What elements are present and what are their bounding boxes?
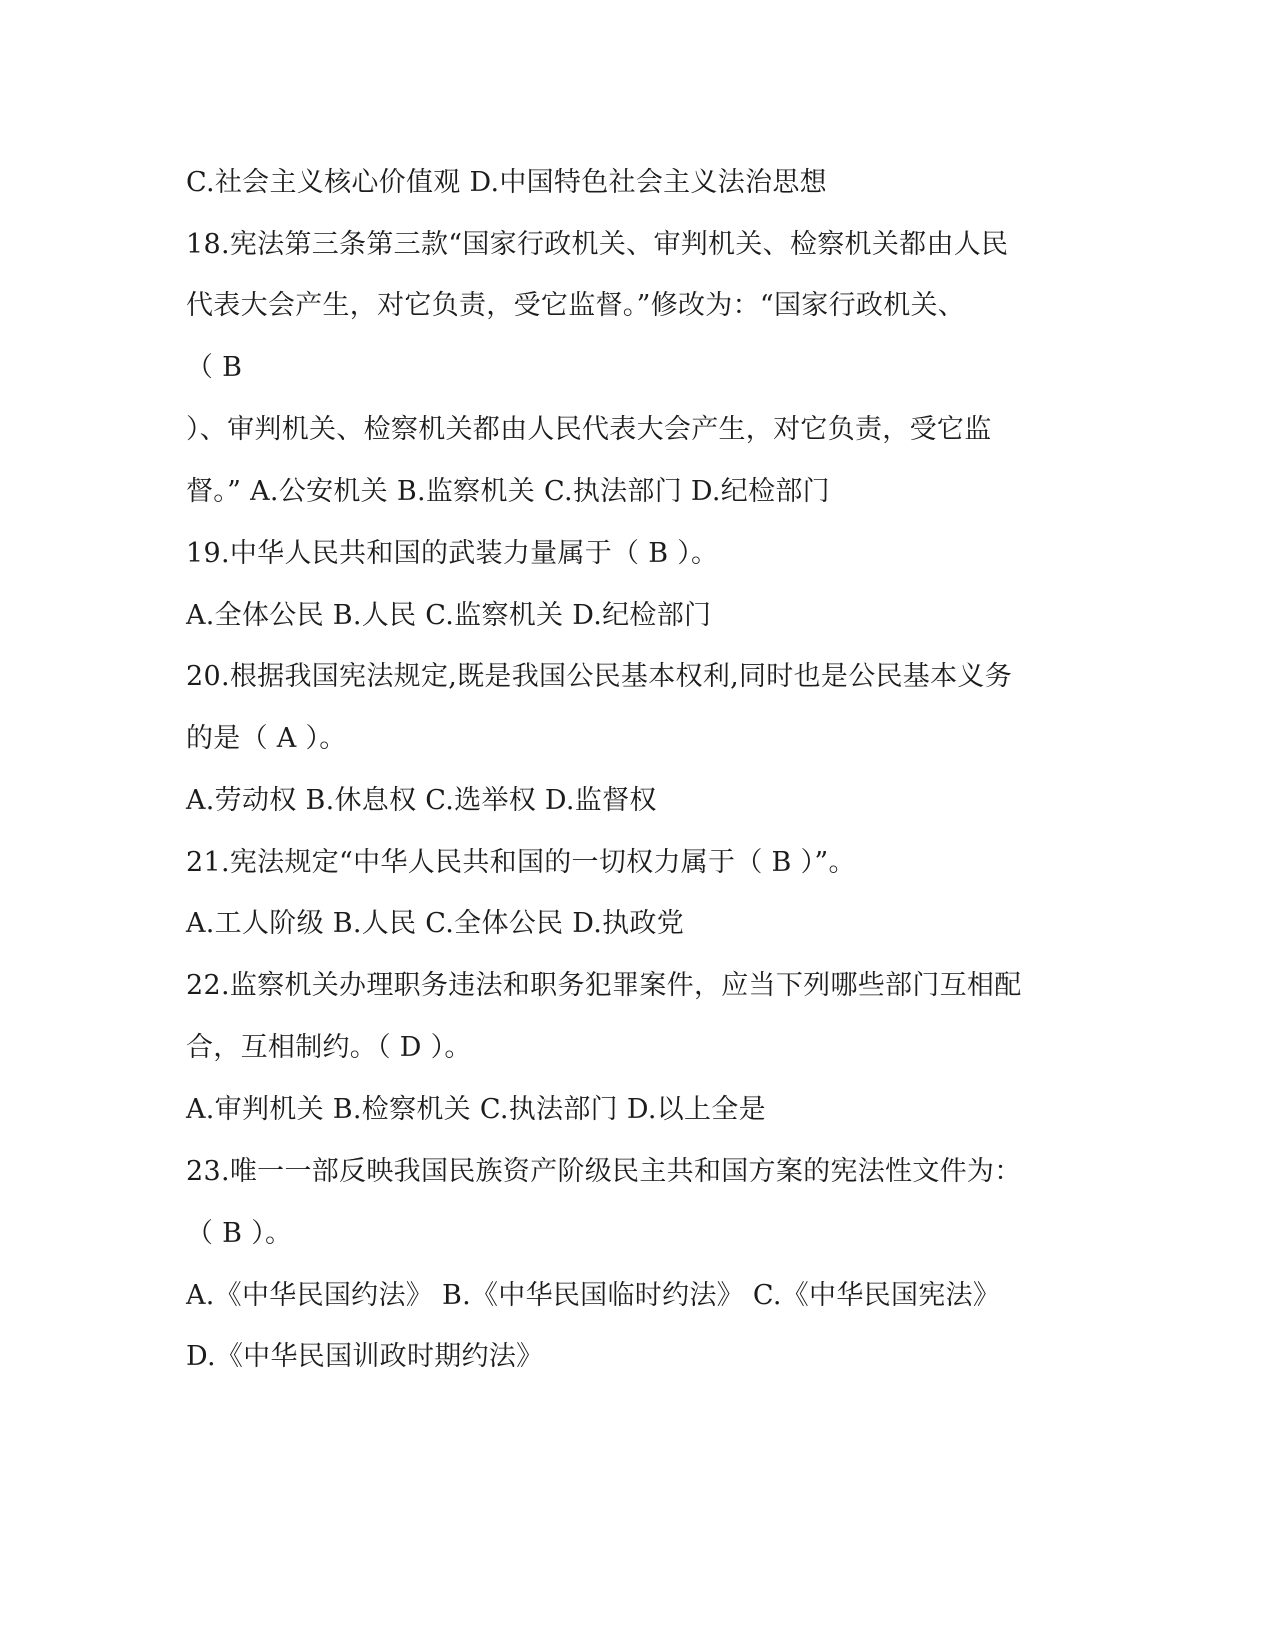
text-line: 21.宪法规定“中华人民共和国的一切权力属于（ B ）”。: [186, 847, 856, 878]
text-line: （ B ）。: [186, 1218, 293, 1249]
text-line: A.全体公民 B.人民 C.监察机关 D.纪检部门: [186, 600, 712, 631]
text-line: 18.宪法第三条第三款“国家行政机关、审判机关、检察机关都由人民: [186, 229, 1009, 260]
text-line: 的是（ A ）。: [186, 723, 347, 754]
text-line: 22.监察机关办理职务违法和职务犯罪案件，应当下列哪些部门互相配: [186, 970, 1022, 1001]
text-line: A.《中华民国约法》 B.《中华民国临时约法》 C.《中华民国宪法》: [186, 1280, 1001, 1311]
text-line: 合，互相制约。（ D ）。: [186, 1032, 472, 1063]
text-line: A.审判机关 B.检察机关 C.执法部门 D.以上全是: [186, 1094, 766, 1125]
text-line: 20.根据我国宪法规定,既是我国公民基本权利,同时也是公民基本义务: [186, 661, 1013, 692]
text-line: A.劳动权 B.休息权 C.选举权 D.监督权: [186, 785, 657, 816]
text-line: 督。” A.公安机关 B.监察机关 C.执法部门 D.纪检部门: [186, 476, 830, 507]
text-line: ）、审判机关、检察机关都由人民代表大会产生，对它负责，受它监: [186, 414, 992, 445]
text-line: C.社会主义核心价值观 D.中国特色社会主义法治思想: [186, 167, 827, 198]
text-line: D.《中华民国训政时期约法》: [186, 1341, 544, 1372]
text-line: 19.中华人民共和国的武装力量属于（ B ）。: [186, 538, 719, 569]
text-line: （ B: [186, 352, 243, 383]
text-line: 代表大会产生，对它负责，受它监督。”修改为：“国家行政机关、: [186, 290, 966, 321]
text-line: 23.唯一一部反映我国民族资产阶级民主共和国方案的宪法性文件为：: [186, 1156, 1022, 1187]
text-line: A.工人阶级 B.人民 C.全体公民 D.执政党: [186, 908, 684, 939]
